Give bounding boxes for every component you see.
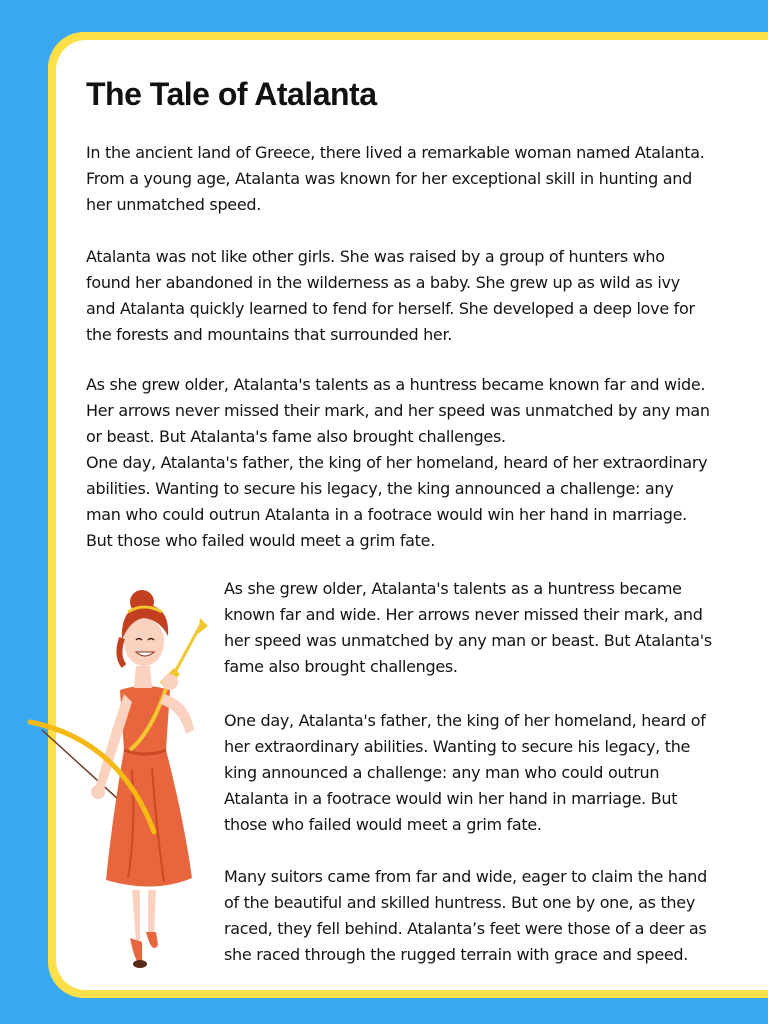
text-line: abilities. Wanting to secure his legacy, the king announced a challenge: any (86, 479, 674, 498)
text-line: of the beautiful and skilled huntress. But one by one, as they (224, 893, 695, 912)
text-line: her speed was unmatched by any man or beast. But Atalanta's (224, 631, 712, 650)
text-line: In the ancient land of Greece, there lived a remarkable woman named Atalanta. (86, 143, 705, 162)
boot-icon (130, 938, 142, 963)
neck-icon (134, 666, 152, 688)
text-line: Atalanta in a footrace would win her hand in marriage. But (224, 789, 678, 808)
text-line: raced, they fell behind. Atalanta’s feet were those of a deer as (224, 919, 707, 938)
paragraph-intro (86, 140, 705, 218)
leg-icon (132, 890, 140, 942)
shoe-icon (133, 960, 147, 968)
paragraph-challenge-repeat (224, 708, 706, 838)
text-line: Atalanta was not like other girls. She was raised by a group of hunters who (86, 247, 665, 266)
text-line: or beast. But Atalanta's fame also brought challenges. (86, 427, 506, 446)
arrow-icon (174, 626, 200, 674)
text-line: One day, Atalanta's father, the king of her homeland, heard of her extraordinary (86, 453, 708, 472)
text-line: those who failed would meet a grim fate. (224, 815, 542, 834)
text-line: But those who failed would meet a grim fate. (86, 531, 435, 550)
text-line: and Atalanta quickly learned to fend for herself. She developed a deep love for (86, 299, 695, 318)
boot-icon (146, 932, 158, 948)
text-line: she raced through the rugged terrain with grace and speed. (224, 945, 689, 964)
paragraph-talents-and-challenge (86, 372, 710, 554)
arrowhead-icon (198, 618, 208, 634)
paragraph-suitors (224, 864, 707, 968)
text-line: her extraordinary abilities. Wanting to secure his legacy, the (224, 737, 691, 756)
text-line: fame also brought challenges. (224, 657, 458, 676)
text-line: found her abandoned in the wilderness as a baby. She grew up as wild as ivy (86, 273, 680, 292)
text-line: king announced a challenge: any man who could outrun (224, 763, 660, 782)
leg-icon (148, 890, 156, 935)
hair-lock-icon (119, 638, 124, 666)
text-line: As she grew older, Atalanta's talents as a huntress became (224, 579, 682, 598)
text-line: man who could outrun Atalanta in a footrace would win her hand in marriage. (86, 505, 687, 524)
paragraph-talents-repeat (224, 576, 712, 680)
atalanta-huntress-illustration (24, 590, 214, 980)
text-line: her unmatched speed. (86, 195, 262, 214)
text-line: From a young age, Atalanta was known for her exceptional skill in hunting and (86, 169, 692, 188)
text-line: known far and wide. Her arrows never missed their mark, and (224, 605, 703, 624)
hand-icon (91, 785, 105, 799)
text-line: As she grew older, Atalanta's talents as a huntress became known far and wide. (86, 375, 706, 394)
paragraph-upbringing (86, 244, 695, 348)
text-line: the forests and mountains that surrounded her. (86, 325, 453, 344)
text-line: Many suitors came from far and wide, eager to claim the hand (224, 867, 707, 886)
page-title: The Tale of Atalanta (86, 76, 377, 112)
text-line: Her arrows never missed their mark, and her speed was unmatched by any man (86, 401, 710, 420)
text-line: One day, Atalanta's father, the king of her homeland, heard of (224, 711, 706, 730)
hand-icon (162, 674, 178, 690)
